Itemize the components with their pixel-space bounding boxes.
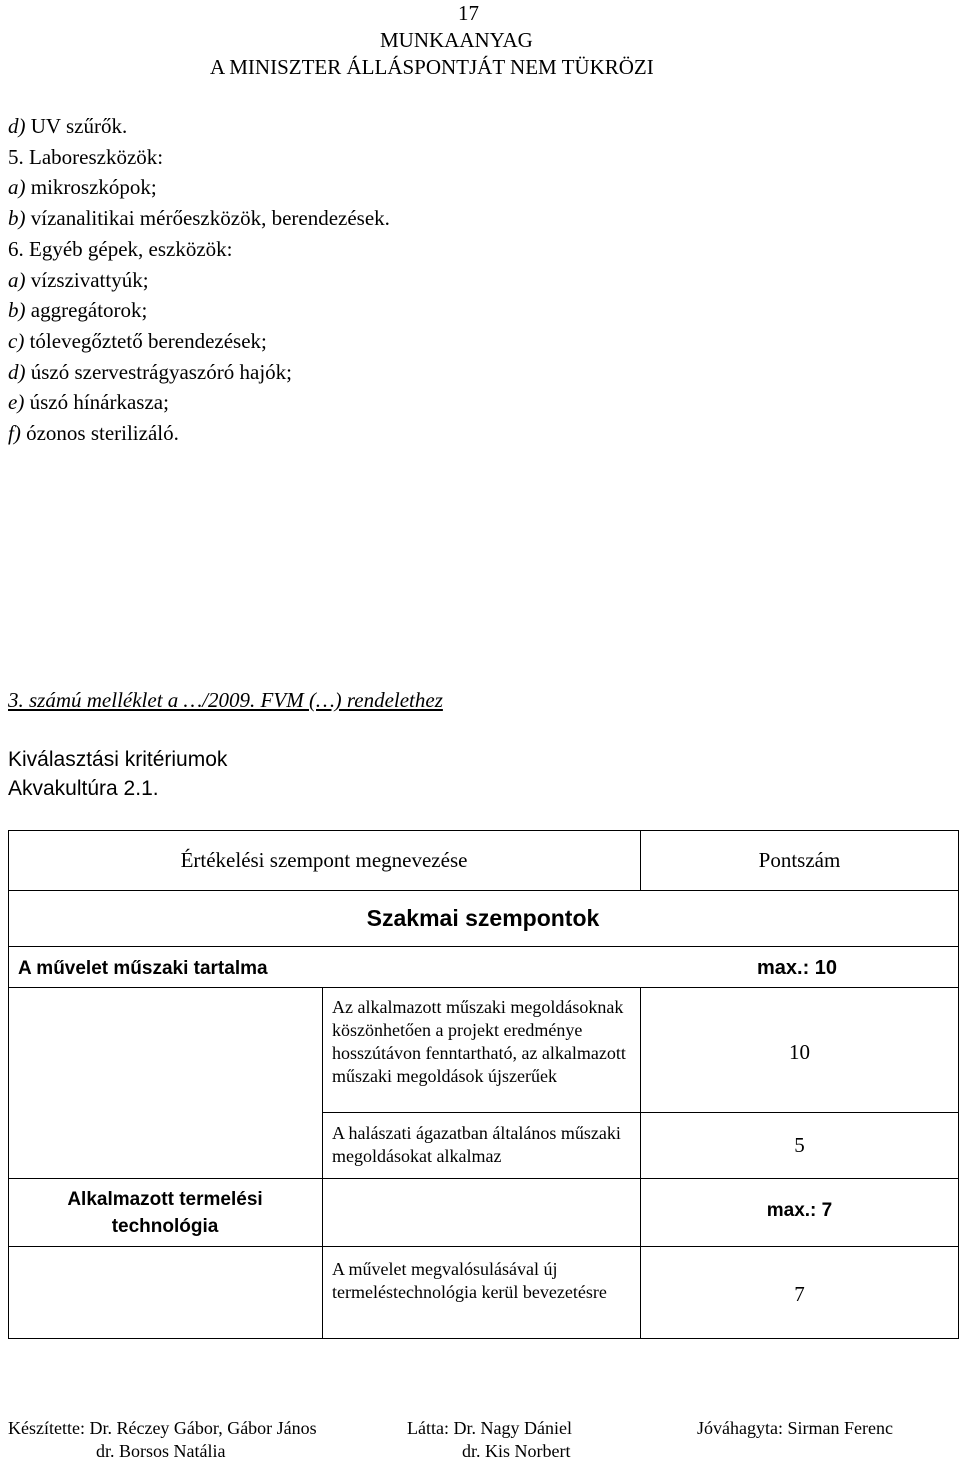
list-item-prefix: c) (8, 329, 25, 353)
list-item-prefix: a) (8, 175, 26, 199)
list-item-text: UV szűrők. (25, 114, 128, 138)
criterion-3-points: 7 (794, 1282, 805, 1306)
list-item (8, 266, 149, 295)
list-item-text: úszó szervestrágyaszóró hajók; (25, 360, 292, 384)
list-item (8, 204, 390, 233)
list-item (8, 143, 163, 172)
criterion-2-text: A halászati ágazatban általános műszaki megoldásokat alkalmaz (332, 1123, 621, 1166)
criterion-3-text: A művelet megvalósulásával új termeléstechnológia kerül bevezetésre (332, 1259, 607, 1302)
list-item-prefix: a) (8, 268, 26, 292)
list-item-prefix: f) (8, 421, 21, 445)
header-line-2: A MINISZTER ÁLLÁSPONTJÁT NEM TÜKRÖZI (210, 55, 654, 79)
list-item (8, 173, 157, 202)
list-item-text: ózonos sterilizáló. (20, 421, 179, 445)
section-title: Szakmai szempontok (366, 905, 600, 931)
group-title: A művelet műszaki tartalma (18, 958, 268, 979)
header-line-1: MUNKAANYAG (380, 28, 533, 52)
criteria-subtitle: Kiválasztási kritériumok (8, 748, 228, 771)
criterion-2-points: 5 (794, 1133, 805, 1157)
list-item-text: vízanalitikai mérőeszközök, berendezések. (25, 206, 390, 230)
list-item-text: 6. Egyéb gépek, eszközök: (8, 237, 233, 261)
group-max-value: max.: 10 (757, 957, 838, 979)
list-item (8, 327, 267, 356)
list-item (8, 235, 233, 264)
footer-prepared-line2: dr. Borsos Natália (96, 1441, 226, 1461)
row-label: Alkalmazott termelési technológia (67, 1189, 263, 1237)
list-item (8, 296, 147, 325)
column-header-criterion: Értékelési szempont megnevezése (180, 848, 468, 872)
list-item (8, 419, 179, 448)
list-item (8, 388, 169, 417)
list-item-prefix: e) (8, 390, 25, 414)
list-item-text: 5. Laboreszközök: (8, 145, 164, 169)
annex-title: 3. számú melléklet a …/2009. FVM (…) rendelethez (8, 688, 443, 712)
list-item-prefix: b) (8, 298, 26, 322)
column-header-points: Pontszám (758, 848, 841, 872)
footer-approved: Jóváhagyta: Sirman Ferenc (697, 1418, 893, 1438)
list-item-text: tólevegőztető berendezések; (24, 329, 267, 353)
list-item-text: aggregátorok; (25, 298, 148, 322)
list-item-text: mikroszkópok; (25, 175, 157, 199)
list-item-prefix: d) (8, 114, 26, 138)
aquaculture-subtitle: Akvakultúra 2.1. (8, 777, 159, 800)
row-max: max.: 7 (766, 1200, 833, 1221)
list-item-text: úszó hínárkasza; (24, 390, 169, 414)
criterion-1-points: 10 (789, 1040, 810, 1064)
list-item-prefix: d) (8, 360, 26, 384)
list-item (8, 112, 127, 141)
list-item-text: vízszivattyúk; (25, 268, 149, 292)
list-item (8, 358, 292, 387)
criterion-1-text: Az alkalmazott műszaki megoldásoknak köszönhetően a projekt eredménye hosszútávon fenntartható, az alkalmazott műszaki megoldások újszerűek (332, 997, 626, 1086)
group-max (757, 957, 837, 980)
page-number: 17 (458, 1, 479, 25)
footer-prepared: Készítette: Dr. Réczey Gábor, Gábor János (8, 1418, 317, 1438)
footer-seen-line2: dr. Kis Norbert (462, 1441, 571, 1461)
list-item-prefix: b) (8, 206, 26, 230)
footer-seen: Látta: Dr. Nagy Dániel (407, 1418, 572, 1438)
